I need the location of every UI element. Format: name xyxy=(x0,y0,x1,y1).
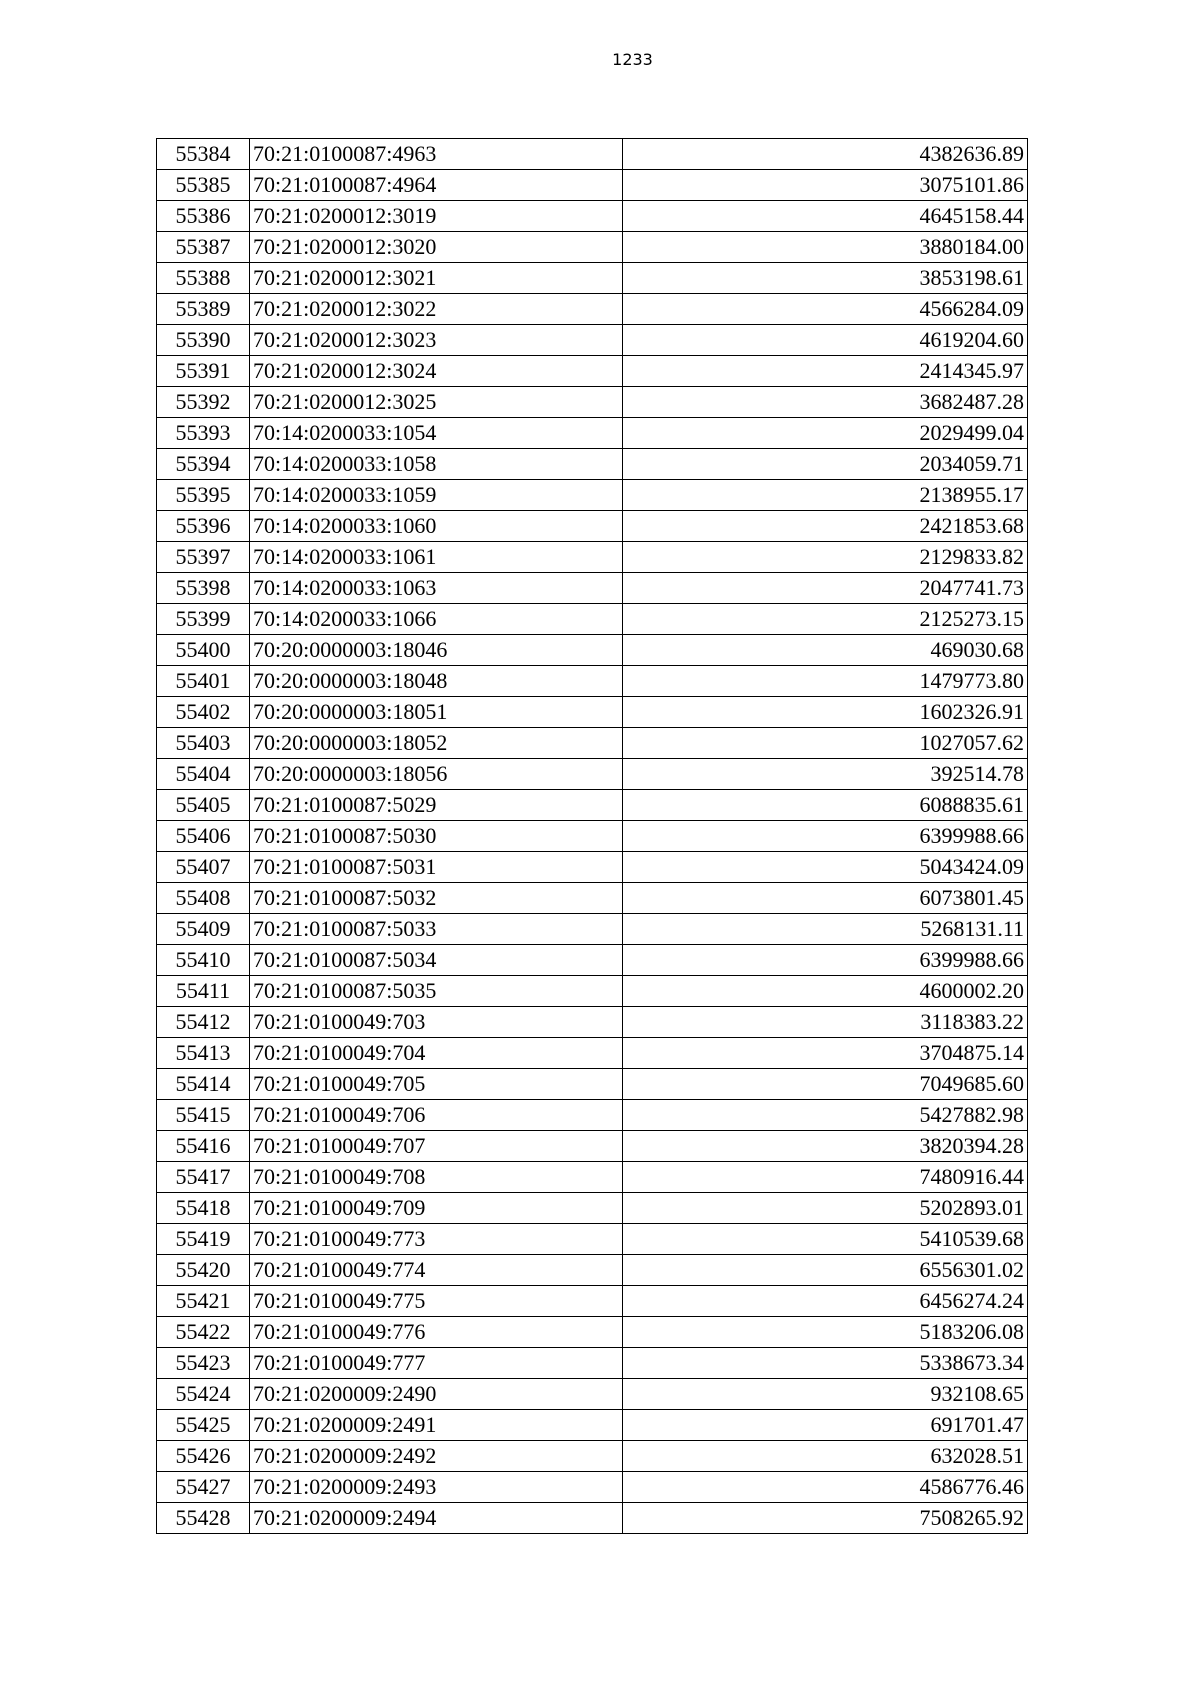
cadastral-value-cell: 3075101.86 xyxy=(623,170,1028,201)
row-number-cell: 55388 xyxy=(157,263,250,294)
row-number-cell: 55411 xyxy=(157,976,250,1007)
cadastral-number-cell: 70:21:0100087:5033 xyxy=(250,914,623,945)
table-row xyxy=(157,759,1028,790)
cadastral-number-cell: 70:14:0200033:1060 xyxy=(250,511,623,542)
cadastral-value-cell: 1027057.62 xyxy=(623,728,1028,759)
row-number-cell: 55393 xyxy=(157,418,250,449)
cadastral-number-cell: 70:21:0100049:705 xyxy=(250,1069,623,1100)
table-row xyxy=(157,1255,1028,1286)
cadastral-value-cell: 691701.47 xyxy=(623,1410,1028,1441)
cadastral-value-cell: 5202893.01 xyxy=(623,1193,1028,1224)
row-number-cell: 55398 xyxy=(157,573,250,604)
cadastral-value-cell: 2029499.04 xyxy=(623,418,1028,449)
table-row xyxy=(157,542,1028,573)
table-row xyxy=(157,201,1028,232)
cadastral-number-cell: 70:21:0100049:706 xyxy=(250,1100,623,1131)
cadastral-value-cell: 3682487.28 xyxy=(623,387,1028,418)
table-row xyxy=(157,170,1028,201)
cadastral-number-cell: 70:21:0200012:3020 xyxy=(250,232,623,263)
row-number-cell: 55403 xyxy=(157,728,250,759)
cadastral-number-cell: 70:21:0100049:709 xyxy=(250,1193,623,1224)
row-number-cell: 55421 xyxy=(157,1286,250,1317)
table-row xyxy=(157,1410,1028,1441)
row-number-cell: 55410 xyxy=(157,945,250,976)
table-row xyxy=(157,1472,1028,1503)
cadastral-value-table xyxy=(156,138,1028,1534)
cadastral-number-cell: 70:21:0100087:5034 xyxy=(250,945,623,976)
table-row xyxy=(157,1317,1028,1348)
row-number-cell: 55409 xyxy=(157,914,250,945)
cadastral-value-cell: 5183206.08 xyxy=(623,1317,1028,1348)
cadastral-number-cell: 70:20:0000003:18048 xyxy=(250,666,623,697)
row-number-cell: 55427 xyxy=(157,1472,250,1503)
cadastral-value-cell: 3704875.14 xyxy=(623,1038,1028,1069)
table-row xyxy=(157,511,1028,542)
row-number-cell: 55419 xyxy=(157,1224,250,1255)
cadastral-value-cell: 2034059.71 xyxy=(623,449,1028,480)
row-number-cell: 55384 xyxy=(157,139,250,170)
row-number-cell: 55394 xyxy=(157,449,250,480)
cadastral-number-cell: 70:21:0100049:773 xyxy=(250,1224,623,1255)
row-number-cell: 55391 xyxy=(157,356,250,387)
row-number-cell: 55418 xyxy=(157,1193,250,1224)
cadastral-number-cell: 70:21:0100049:774 xyxy=(250,1255,623,1286)
cadastral-number-cell: 70:21:0200012:3021 xyxy=(250,263,623,294)
cadastral-number-cell: 70:14:0200033:1058 xyxy=(250,449,623,480)
cadastral-number-cell: 70:21:0100049:775 xyxy=(250,1286,623,1317)
cadastral-value-cell: 1479773.80 xyxy=(623,666,1028,697)
cadastral-number-cell: 70:21:0100087:5029 xyxy=(250,790,623,821)
table-row xyxy=(157,852,1028,883)
cadastral-value-cell: 3853198.61 xyxy=(623,263,1028,294)
cadastral-number-cell: 70:21:0200012:3022 xyxy=(250,294,623,325)
cadastral-value-cell: 2138955.17 xyxy=(623,480,1028,511)
table-row xyxy=(157,821,1028,852)
table-row xyxy=(157,976,1028,1007)
row-number-cell: 55406 xyxy=(157,821,250,852)
cadastral-value-cell: 6073801.45 xyxy=(623,883,1028,914)
row-number-cell: 55425 xyxy=(157,1410,250,1441)
table-row xyxy=(157,1441,1028,1472)
cadastral-value-cell: 2047741.73 xyxy=(623,573,1028,604)
cadastral-number-cell: 70:21:0100087:5030 xyxy=(250,821,623,852)
cadastral-number-cell: 70:21:0100049:776 xyxy=(250,1317,623,1348)
cadastral-value-cell: 469030.68 xyxy=(623,635,1028,666)
cadastral-number-cell: 70:20:0000003:18052 xyxy=(250,728,623,759)
cadastral-number-cell: 70:20:0000003:18051 xyxy=(250,697,623,728)
cadastral-value-cell: 3118383.22 xyxy=(623,1007,1028,1038)
cadastral-value-cell: 4566284.09 xyxy=(623,294,1028,325)
table-row xyxy=(157,1162,1028,1193)
table-row xyxy=(157,1131,1028,1162)
cadastral-value-cell: 4382636.89 xyxy=(623,139,1028,170)
cadastral-number-cell: 70:14:0200033:1063 xyxy=(250,573,623,604)
table-row xyxy=(157,1069,1028,1100)
cadastral-value-cell: 5338673.34 xyxy=(623,1348,1028,1379)
table-row xyxy=(157,790,1028,821)
cadastral-number-cell: 70:21:0100087:4964 xyxy=(250,170,623,201)
table-row xyxy=(157,1503,1028,1534)
row-number-cell: 55401 xyxy=(157,666,250,697)
row-number-cell: 55424 xyxy=(157,1379,250,1410)
table-row xyxy=(157,914,1028,945)
table-row xyxy=(157,232,1028,263)
row-number-cell: 55389 xyxy=(157,294,250,325)
cadastral-number-cell: 70:21:0100049:704 xyxy=(250,1038,623,1069)
cadastral-number-cell: 70:21:0100049:707 xyxy=(250,1131,623,1162)
table-row xyxy=(157,1038,1028,1069)
cadastral-value-cell: 2125273.15 xyxy=(623,604,1028,635)
cadastral-value-cell: 1602326.91 xyxy=(623,697,1028,728)
row-number-cell: 55422 xyxy=(157,1317,250,1348)
table-row xyxy=(157,387,1028,418)
cadastral-number-cell: 70:20:0000003:18046 xyxy=(250,635,623,666)
table-row xyxy=(157,449,1028,480)
cadastral-value-cell: 3880184.00 xyxy=(623,232,1028,263)
row-number-cell: 55416 xyxy=(157,1131,250,1162)
cadastral-value-cell: 3820394.28 xyxy=(623,1131,1028,1162)
cadastral-number-cell: 70:21:0200009:2492 xyxy=(250,1441,623,1472)
cadastral-number-cell: 70:21:0200012:3024 xyxy=(250,356,623,387)
cadastral-number-cell: 70:14:0200033:1066 xyxy=(250,604,623,635)
cadastral-value-cell: 6456274.24 xyxy=(623,1286,1028,1317)
cadastral-value-cell: 632028.51 xyxy=(623,1441,1028,1472)
table-row xyxy=(157,263,1028,294)
table-row xyxy=(157,666,1028,697)
cadastral-number-cell: 70:14:0200033:1061 xyxy=(250,542,623,573)
row-number-cell: 55408 xyxy=(157,883,250,914)
cadastral-number-cell: 70:21:0200009:2491 xyxy=(250,1410,623,1441)
row-number-cell: 55426 xyxy=(157,1441,250,1472)
cadastral-value-cell: 5268131.11 xyxy=(623,914,1028,945)
row-number-cell: 55415 xyxy=(157,1100,250,1131)
row-number-cell: 55387 xyxy=(157,232,250,263)
cadastral-number-cell: 70:14:0200033:1059 xyxy=(250,480,623,511)
cadastral-number-cell: 70:21:0100087:4963 xyxy=(250,139,623,170)
row-number-cell: 55417 xyxy=(157,1162,250,1193)
cadastral-number-cell: 70:21:0100049:703 xyxy=(250,1007,623,1038)
cadastral-number-cell: 70:21:0200012:3023 xyxy=(250,325,623,356)
cadastral-value-cell: 6556301.02 xyxy=(623,1255,1028,1286)
cadastral-number-cell: 70:21:0100087:5035 xyxy=(250,976,623,1007)
cadastral-number-cell: 70:21:0100087:5031 xyxy=(250,852,623,883)
cadastral-value-cell: 7049685.60 xyxy=(623,1069,1028,1100)
cadastral-value-cell: 6088835.61 xyxy=(623,790,1028,821)
row-number-cell: 55390 xyxy=(157,325,250,356)
row-number-cell: 55407 xyxy=(157,852,250,883)
row-number-cell: 55392 xyxy=(157,387,250,418)
cadastral-value-cell: 5427882.98 xyxy=(623,1100,1028,1131)
table-row xyxy=(157,1100,1028,1131)
cadastral-number-cell: 70:21:0200009:2490 xyxy=(250,1379,623,1410)
table-row xyxy=(157,418,1028,449)
cadastral-value-cell: 6399988.66 xyxy=(623,821,1028,852)
cadastral-number-cell: 70:21:0200012:3019 xyxy=(250,201,623,232)
cadastral-number-cell: 70:21:0100049:777 xyxy=(250,1348,623,1379)
cadastral-value-cell: 4586776.46 xyxy=(623,1472,1028,1503)
table-row xyxy=(157,1224,1028,1255)
cadastral-value-cell: 4645158.44 xyxy=(623,201,1028,232)
page-number: 1233 xyxy=(612,50,653,69)
table-row xyxy=(157,1286,1028,1317)
cadastral-number-cell: 70:21:0200012:3025 xyxy=(250,387,623,418)
row-number-cell: 55423 xyxy=(157,1348,250,1379)
row-number-cell: 55405 xyxy=(157,790,250,821)
row-number-cell: 55402 xyxy=(157,697,250,728)
row-number-cell: 55399 xyxy=(157,604,250,635)
cadastral-value-cell: 6399988.66 xyxy=(623,945,1028,976)
row-number-cell: 55413 xyxy=(157,1038,250,1069)
table-row xyxy=(157,573,1028,604)
cadastral-value-cell: 5043424.09 xyxy=(623,852,1028,883)
table-row xyxy=(157,356,1028,387)
table-row xyxy=(157,635,1028,666)
table-row xyxy=(157,697,1028,728)
cadastral-value-cell: 4619204.60 xyxy=(623,325,1028,356)
table-row xyxy=(157,1379,1028,1410)
cadastral-number-cell: 70:21:0200009:2494 xyxy=(250,1503,623,1534)
row-number-cell: 55414 xyxy=(157,1069,250,1100)
cadastral-value-cell: 7508265.92 xyxy=(623,1503,1028,1534)
cadastral-value-cell: 2421853.68 xyxy=(623,511,1028,542)
table-row xyxy=(157,883,1028,914)
row-number-cell: 55412 xyxy=(157,1007,250,1038)
table-row xyxy=(157,294,1028,325)
table-row xyxy=(157,480,1028,511)
cadastral-number-cell: 70:21:0100049:708 xyxy=(250,1162,623,1193)
table-row xyxy=(157,604,1028,635)
table-row xyxy=(157,139,1028,170)
cadastral-number-cell: 70:21:0200009:2493 xyxy=(250,1472,623,1503)
row-number-cell: 55428 xyxy=(157,1503,250,1534)
table-row xyxy=(157,945,1028,976)
row-number-cell: 55397 xyxy=(157,542,250,573)
table-row xyxy=(157,325,1028,356)
table-row xyxy=(157,1007,1028,1038)
row-number-cell: 55396 xyxy=(157,511,250,542)
table-row xyxy=(157,1193,1028,1224)
cadastral-value-cell: 392514.78 xyxy=(623,759,1028,790)
row-number-cell: 55385 xyxy=(157,170,250,201)
cadastral-value-cell: 4600002.20 xyxy=(623,976,1028,1007)
table-row xyxy=(157,1348,1028,1379)
table-row xyxy=(157,728,1028,759)
row-number-cell: 55395 xyxy=(157,480,250,511)
row-number-cell: 55400 xyxy=(157,635,250,666)
row-number-cell: 55386 xyxy=(157,201,250,232)
cadastral-number-cell: 70:21:0100087:5032 xyxy=(250,883,623,914)
cadastral-value-cell: 932108.65 xyxy=(623,1379,1028,1410)
cadastral-value-cell: 5410539.68 xyxy=(623,1224,1028,1255)
cadastral-number-cell: 70:20:0000003:18056 xyxy=(250,759,623,790)
cadastral-number-cell: 70:14:0200033:1054 xyxy=(250,418,623,449)
row-number-cell: 55420 xyxy=(157,1255,250,1286)
row-number-cell: 55404 xyxy=(157,759,250,790)
cadastral-value-cell: 7480916.44 xyxy=(623,1162,1028,1193)
cadastral-value-cell: 2414345.97 xyxy=(623,356,1028,387)
table-body xyxy=(157,139,1028,1534)
cadastral-value-cell: 2129833.82 xyxy=(623,542,1028,573)
